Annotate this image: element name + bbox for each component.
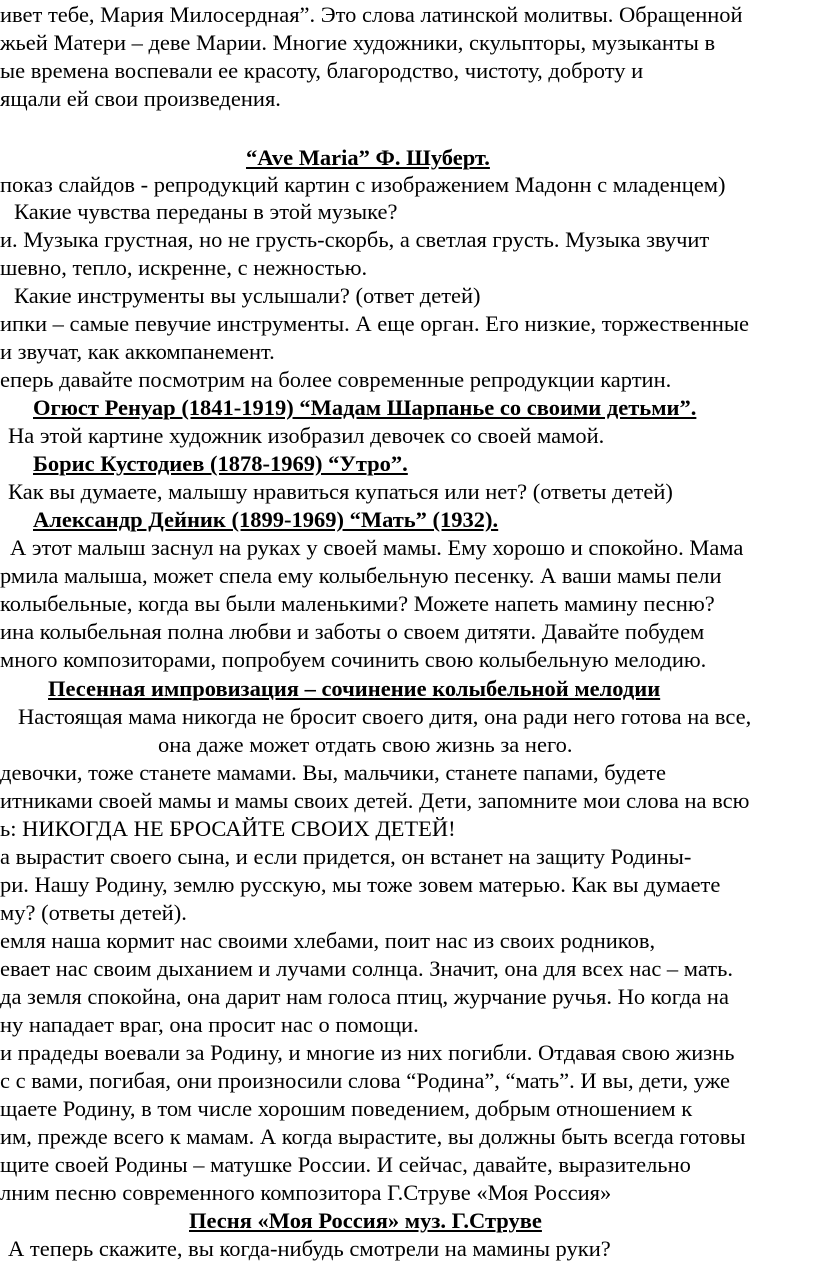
text-line: с с вами, погибая, они произносили слова “Родина”, “мать”. И вы, дети, уже [0,1068,730,1093]
text-line: еперь давайте посмотрим на более современные репродукции картин. [0,367,672,392]
text-line: много композиторами, попробуем сочинить свою колыбельную мелодию. [0,647,707,672]
text-line: а вырастит своего сына, и если придется, он встанет на защиту Родины- [0,844,692,869]
section-heading-improvisation: Песенная импровизация – сочинение колыбельной мелодии [48,676,661,701]
text-line: она даже может отдать свою жизнь за него. [158,732,573,757]
text-line: показ слайдов - репродукций картин с изображением Мадонн с младенцем) [0,172,726,197]
text-line: На этой картине художник изобразил девочек со своей мамой. [8,423,605,448]
text-line: ну нападает враг, она просит нас о помощи. [0,1012,419,1037]
text-line: му? (ответы детей). [0,900,187,925]
text-line: девочки, тоже станете мамами. Вы, мальчики, станете папами, будете [0,760,666,785]
text-line: щите своей Родины – матушке России. И сейчас, давайте, выразительно [0,1152,691,1177]
painting-title-deineka: Александр Дейник (1899-1969) “Мать” (1932). [33,507,499,532]
text-line: Какие инструменты вы услышали? (ответ детей) [14,283,481,308]
section-heading-ave-maria: “Ave Maria” Ф. Шуберт. [246,145,490,170]
text-line: шевно, тепло, искренне, с нежностью. [0,255,368,280]
text-line: Настоящая мама никогда не бросит своего дитя, она ради него готова на все, [18,704,752,729]
text-line: ивет тебе, Мария Милосердная”. Это слова латинской молитвы. Обращенной [0,2,743,27]
text-line: ри. Нашу Родину, землю русскую, мы тоже зовем матерью. Как вы думаете [0,872,721,897]
section-heading-song: Песня «Моя Россия» муз. Г.Струве [189,1208,542,1233]
text-line: колыбельные, когда вы были маленькими? Можете напеть мамину песню? [0,591,715,616]
text-line: ипки – самые певучие инструменты. А еще орган. Его низкие, торжественные [0,311,750,336]
text-line: ящали ей свои произведения. [0,86,281,111]
text-line: и прадеды воевали за Родину, и многие из них погибли. Отдавая свою жизнь [0,1040,735,1065]
text-line: жьей Матери – деве Марии. Многие художники, скульпторы, музыканты в [0,30,716,55]
text-line: рмила малыша, может спела ему колыбельную песенку. А ваши мамы пели [0,563,722,588]
text-line: щаете Родину, в том числе хорошим поведением, добрым отношением к [0,1096,693,1121]
text-line: емля наша кормит нас своими хлебами, поит нас из своих родников, [0,928,656,953]
painting-title-renoir: Огюст Ренуар (1841-1919) “Мадам Шарпанье со своими детьми”. [33,395,697,420]
text-line: евает нас своим дыханием и лучами солнца. Значит, она для всех нас – мать. [0,956,734,981]
text-line: и. Музыка грустная, но не грусть-скорбь, а светлая грусть. Музыка звучит [0,227,710,252]
text-line: Какие чувства переданы в этой музыке? [14,199,398,224]
text-line: итниками своей мамы и мамы своих детей. Дети, запомните мои слова на всю [0,788,750,813]
text-line: ина колыбельная полна любви и заботы о своем дитяти. Давайте побудем [0,619,705,644]
text-line: А этот малыш заснул на руках у своей мамы. Ему хорошо и спокойно. Мама [10,535,744,560]
text-line: да земля спокойна, она дарит нам голоса птиц, журчание ручья. Но когда на [0,984,729,1009]
text-line: и звучат, как аккомпанемент. [0,339,275,364]
painting-title-kustodiev: Борис Кустодиев (1878-1969) “Утро”. [33,451,408,476]
text-line: ые времена воспевали ее красоту, благородство, чистоту, доброту и [0,58,644,83]
text-line: лним песню современного композитора Г.Струве «Моя Россия» [0,1180,612,1205]
text-line: А теперь скажите, вы когда-нибудь смотрели на мамины руки? [8,1236,611,1261]
text-line: ь: НИКОГДА НЕ БРОСАЙТЕ СВОИХ ДЕТЕЙ! [0,816,456,841]
text-line: им, прежде всего к мамам. А когда вырастите, вы должны быть всегда готовы [0,1124,746,1149]
text-line: Как вы думаете, малышу нравиться купаться или нет? (ответы детей) [8,479,673,504]
